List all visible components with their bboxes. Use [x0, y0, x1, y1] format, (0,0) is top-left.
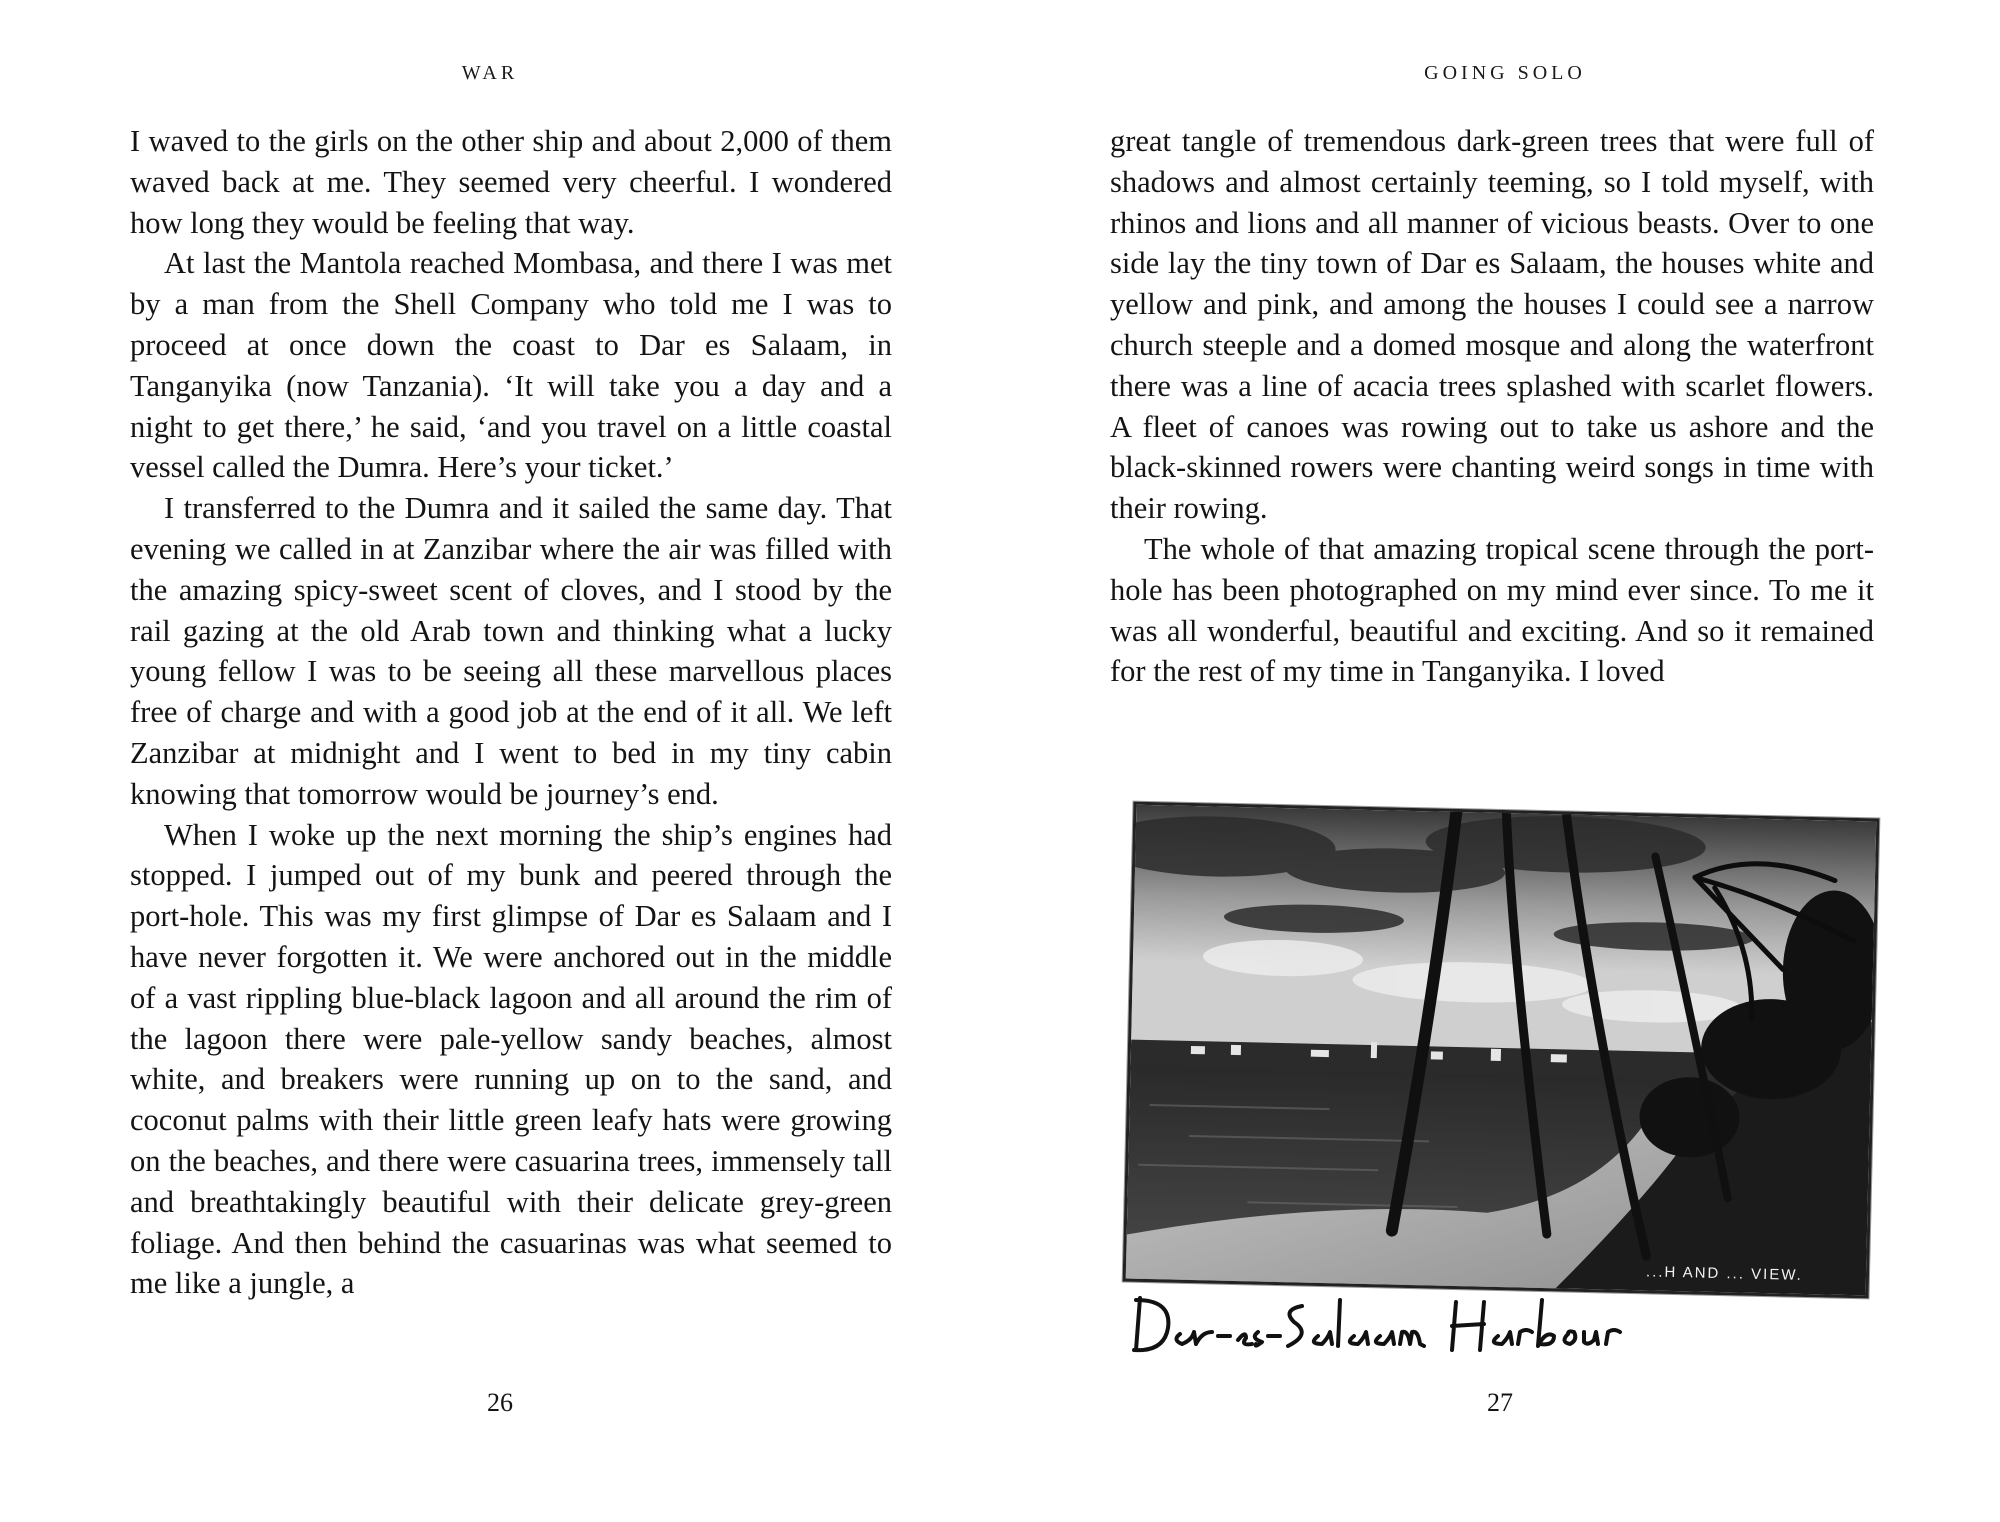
running-head-right: GOING SOLO: [1424, 62, 1586, 84]
page-number-right: 27: [1487, 1388, 1513, 1417]
running-head-left: WAR: [461, 62, 519, 84]
right-page: [1000, 0, 2000, 1522]
harbour-photo: [1123, 802, 1880, 1299]
left-page-body: [130, 121, 892, 1304]
page-number-left: 26: [487, 1388, 513, 1417]
postcard-imprint: ...H AND ... VIEW.: [1645, 1263, 1804, 1284]
right-page-body: [1110, 121, 1874, 692]
paragraph-3: I transferred to the Dumra and it sailed the same day. That evening we called in at Zanzibar where the air was filled with the amazing spicy-sweet scent of cloves, and I stood by the rail gazing at the old Arab town and thinking what a lucky young fellow I was to be seeing all these marvellous places free of charge and with a good job at the end of it all. We left Zanzibar at midnight and I went to bed in my tiny cabin knowing that tomorrow would be journey’s end.: [130, 491, 892, 811]
harbour-photo-image: [1126, 805, 1877, 1296]
handwritten-signature: [1122, 1280, 1642, 1370]
handwritten-caption: [1122, 1280, 1642, 1370]
paragraph-5: great tangle of tremendous dark-green trees that were full of shadows and almost certainly teeming, so I told myself, with rhinos and lions and all manner of vicious beasts. Over to one side lay the tiny town of Dar es Salaam, the houses white and yellow and pink, and among the houses I could see a narrow church steeple and a domed mosque and along the waterfront there was a line of acacia trees splashed with scarlet flowers. A fleet of canoes was rowing out to take us ashore and the black-skinned rowers were chanting weird songs in time with their rowing.: [1110, 124, 1874, 526]
paragraph-1: I waved to the girls on the other ship and about 2,000 of them waved back at me. They seemed very cheerful. I wondered how long they would be feeling that way.: [130, 124, 892, 240]
paragraph-4: When I woke up the next morning the ship’s engines had stopped. I jumped out of my bunk and peered through the port-hole. This was my first glimpse of Dar es Salaam and I have never forgotten it. We were anchored out in the middle of a vast rippling blue-black lagoon and all around the rim of the lagoon there were pale-yellow sandy beaches, almost white, and breakers were running up on to the sand, and coconut palms with their little green leafy hats were growing on the beaches, and there were casuarina trees, immensely tall and breathtakingly beautiful with their delicate grey-green foliage. And then behind the casuarinas was what seemed to me like a jungle, a: [130, 817, 892, 1301]
paragraph-6: The whole of that amazing tropical scene through the port-hole has been photographed on my mind ever since. To me it was all wonderful, beautiful and exciting. And so it remained for the rest of my time in Tanganyika. I loved: [1110, 531, 1874, 689]
paragraph-2: At last the Mantola reached Mombasa, and there I was met by a man from the Shell Company who told me I was to proceed at once down the coast to Dar es Salaam, in Tanganyika (now Tanzania). ‘It will take you a day and a night to get there,’ he said, ‘and you travel on a little coastal vessel called the Dumra. Here’s your ticket.’: [130, 246, 892, 485]
